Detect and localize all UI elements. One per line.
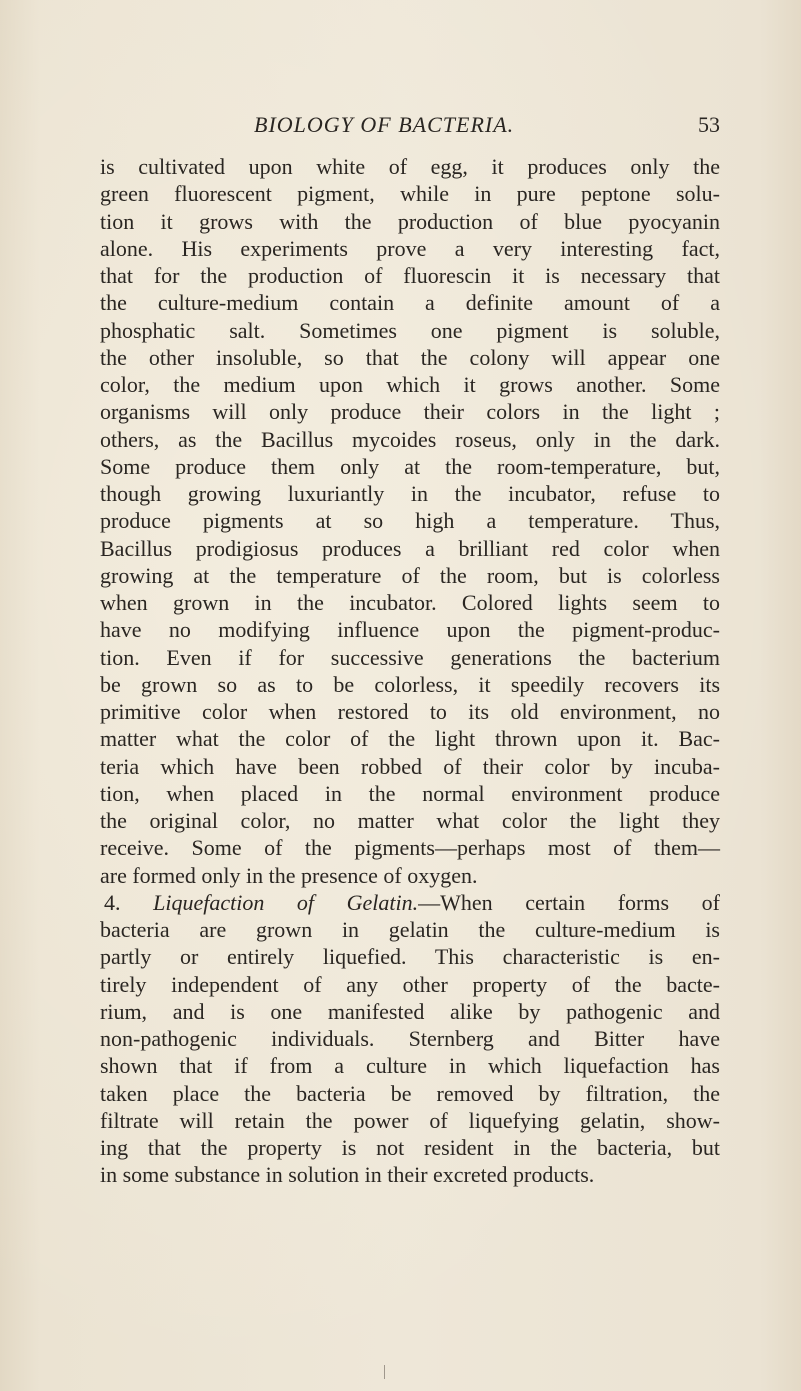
text-line: matter what the color of the light thrown upon it. Bac- xyxy=(100,726,720,752)
text-line: receive. Some of the pigments—perhaps most of them— xyxy=(100,835,720,861)
running-head xyxy=(100,112,720,142)
text-line: organisms will only produce their colors in the light ; xyxy=(100,399,720,425)
body-text xyxy=(100,153,720,1189)
text-line: the original color, no matter what color the light they xyxy=(100,808,720,833)
text-line: green fluorescent pigment, while in pure peptone solu- xyxy=(100,181,720,207)
text-line: tirely independent of any other property of the bacte- xyxy=(100,971,720,997)
text-line: partly or entirely liquefied. This characteristic is en- xyxy=(100,944,720,970)
text-line: shown that if from a culture in which liquefaction has xyxy=(100,1053,720,1079)
text-line: color, the medium upon which it grows another. Some xyxy=(100,372,720,397)
text-line: the culture-medium contain a definite amount of a xyxy=(100,290,720,316)
text-line: alone. His experiments prove a very interesting fact, xyxy=(100,235,720,261)
text-line: though growing luxuriantly in the incubator, refuse to xyxy=(100,481,720,506)
text-line: rium, and is one manifested alike by pathogenic and xyxy=(100,998,720,1024)
text-line: have no modifying influence upon the pigment-produc- xyxy=(100,617,720,643)
text-line: that for the production of fluorescin it is necessary that xyxy=(100,263,720,288)
text-line: Bacillus prodigiosus produces a brilliant red color when xyxy=(100,535,720,561)
text-line: be grown so as to be colorless, it speedily recovers its xyxy=(100,671,720,697)
text-line: taken place the bacteria be removed by filtration, the xyxy=(100,1080,720,1106)
paper-speck xyxy=(384,1365,385,1379)
text-line: bacteria are grown in gelatin the culture-medium is xyxy=(100,917,720,942)
text-line: ing that the property is not resident in the bacteria, but xyxy=(100,1135,720,1160)
text-line: tion. Even if for successive generations the bacterium xyxy=(100,644,720,670)
text-line: produce pigments at so high a temperature. Thus, xyxy=(100,508,720,534)
text-line: is cultivated upon white of egg, it produces only the xyxy=(100,154,720,179)
section-first-line xyxy=(100,889,720,916)
text-line: primitive color when restored to its old environment, no xyxy=(100,699,720,724)
text-line: in some substance in solution in their excreted products. xyxy=(100,1162,595,1188)
section-number: 4. xyxy=(104,889,121,915)
text-line: are formed only in the presence of oxygen. xyxy=(100,862,478,888)
text-line: filtrate will retain the power of liquefying gelatin, show- xyxy=(100,1107,720,1133)
text-line: Some produce them only at the room-temperature, but, xyxy=(100,453,720,479)
text-line: the other insoluble, so that the colony will appear one xyxy=(100,344,720,370)
section-lead-text: —When certain forms of xyxy=(418,889,720,915)
text-line: phosphatic salt. Sometimes one pigment is soluble, xyxy=(100,317,720,343)
text-line: tion it grows with the production of blue pyocyanin xyxy=(100,208,720,234)
paragraph-pigments xyxy=(100,153,720,889)
page-number: 53 xyxy=(698,112,720,137)
text-line: others, as the Bacillus mycoides roseus, only in the dark. xyxy=(100,426,720,452)
section-heading: Liquefaction of Gelatin. xyxy=(153,889,419,915)
running-title: BIOLOGY OF BACTERIA. xyxy=(254,112,515,137)
paragraph-liquefaction xyxy=(100,889,720,1189)
text-line: tion, when placed in the normal environment produce xyxy=(100,780,720,806)
text-line: non-pathogenic individuals. Sternberg and Bitter have xyxy=(100,1026,720,1051)
text-line: when grown in the incubator. Colored lights seem to xyxy=(100,590,720,615)
text-line: growing at the temperature of the room, but is colorless xyxy=(100,562,720,588)
text-line: teria which have been robbed of their color by incuba- xyxy=(100,753,720,779)
